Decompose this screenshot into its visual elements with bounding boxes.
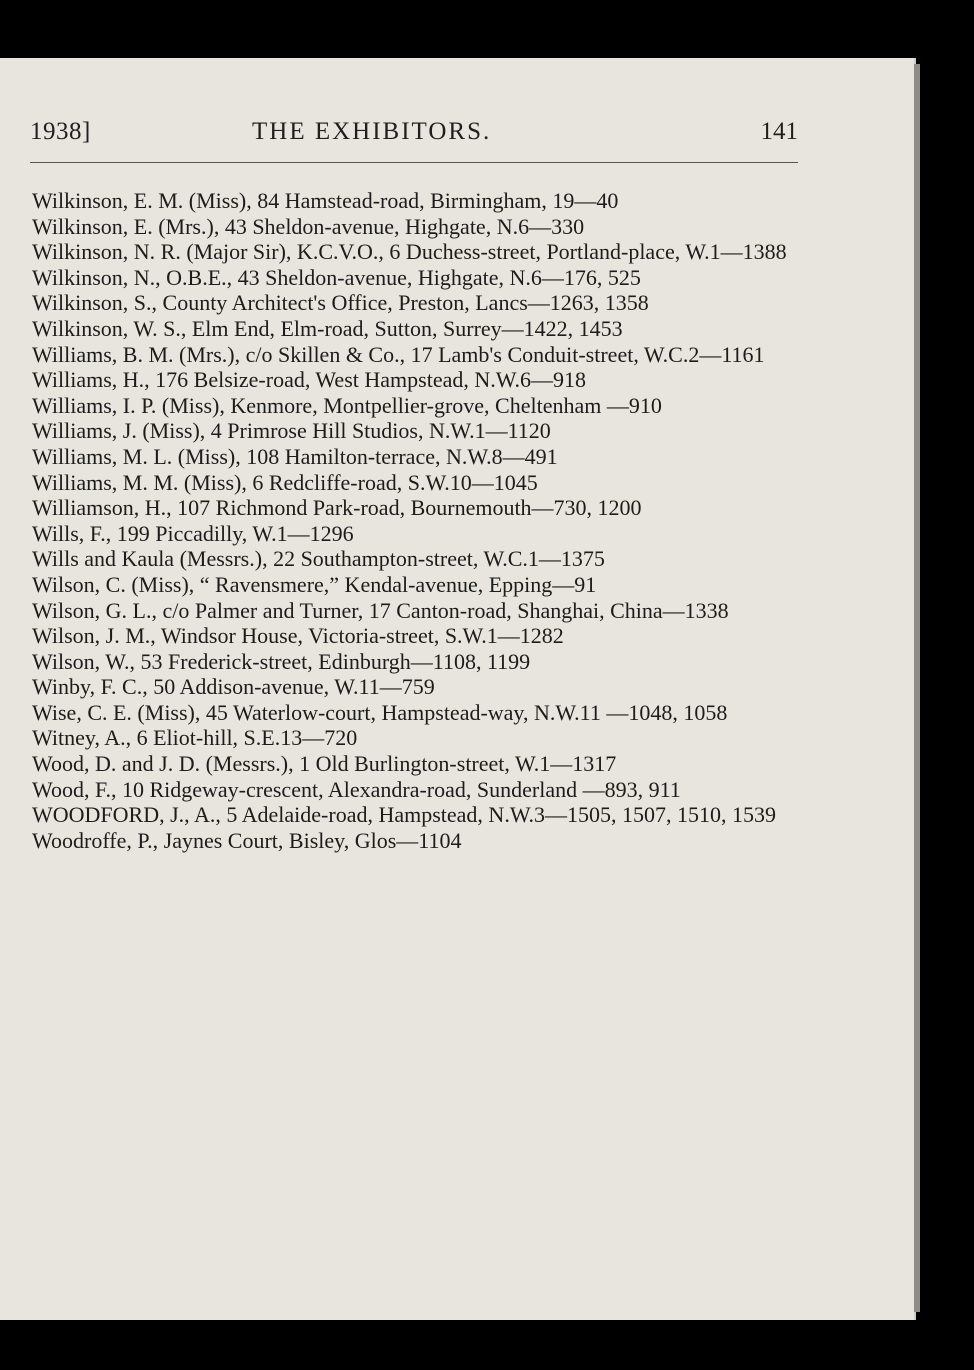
exhibitor-list xyxy=(32,188,802,853)
header-rule xyxy=(30,162,798,163)
exhibitor-entry: Williams, H., 176 Belsize-road, West Hampstead, N.W.6—918 xyxy=(32,367,586,393)
exhibitor-entry: Wise, C. E. (Miss), 45 Waterlow-court, Hampstead-way, N.W.11 —1048, 1058 xyxy=(32,699,728,725)
exhibitor-entry: Williams, J. (Miss), 4 Primrose Hill Studios, N.W.1—1120 xyxy=(32,418,551,444)
exhibitor-entry: Williams, B. M. (Mrs.), c/o Skillen & Co., 17 Lamb's Conduit-street, W.C.2—1161 xyxy=(32,341,765,367)
exhibitor-entry: Williams, I. P. (Miss), Kenmore, Montpellier-grove, Cheltenham —910 xyxy=(32,392,662,418)
exhibitor-entry: Wills, F., 199 Piccadilly, W.1—1296 xyxy=(32,520,354,546)
exhibitor-entry: Wilkinson, S., County Architect's Office, Preston, Lancs—1263, 1358 xyxy=(32,290,649,316)
exhibitor-entry: WOODFORD, J., A., 5 Adelaide-road, Hampstead, N.W.3—1505, 1507, 1510, 1539 xyxy=(32,802,777,828)
exhibitor-entry: Wilkinson, N. R. (Major Sir), K.C.V.O., 6 Duchess-street, Portland-place, W.1—1388 xyxy=(32,239,787,265)
page-number: 141 xyxy=(760,118,798,145)
exhibitor-entry: Wood, D. and J. D. (Messrs.), 1 Old Burlington-street, W.1—1317 xyxy=(32,751,617,777)
exhibitor-entry: Wilson, W., 53 Frederick-street, Edinburgh—1108, 1199 xyxy=(32,648,531,674)
exhibitor-entry: Winby, F. C., 50 Addison-avenue, W.11—759 xyxy=(32,674,435,700)
exhibitor-entry: Wood, F., 10 Ridgeway-crescent, Alexandra-road, Sunderland —893, 911 xyxy=(32,776,681,802)
exhibitor-entry: Williams, M. M. (Miss), 6 Redcliffe-road, S.W.10—1045 xyxy=(32,469,538,495)
exhibitor-entry: Williams, M. L. (Miss), 108 Hamilton-terrace, N.W.8—491 xyxy=(32,443,558,469)
header-year: 1938] xyxy=(30,118,91,145)
exhibitor-entry: Wilkinson, N., O.B.E., 43 Sheldon-avenue, Highgate, N.6—176, 525 xyxy=(32,264,641,290)
exhibitor-entry: Wilson, J. M., Windsor House, Victoria-street, S.W.1—1282 xyxy=(32,623,564,649)
header-title: THE EXHIBITORS. xyxy=(252,118,492,145)
exhibitor-entry: Williamson, H., 107 Richmond Park-road, Bournemouth—730, 1200 xyxy=(32,495,642,521)
exhibitor-entry: Woodroffe, P., Jaynes Court, Bisley, Glos—1104 xyxy=(32,827,462,853)
running-header xyxy=(30,118,800,150)
exhibitor-entry: Wills and Kaula (Messrs.), 22 Southampton-street, W.C.1—1375 xyxy=(32,546,605,572)
exhibitor-entry: Wilson, G. L., c/o Palmer and Turner, 17 Canton-road, Shanghai, China—1338 xyxy=(32,597,729,623)
exhibitor-entry: Wilkinson, W. S., Elm End, Elm-road, Sutton, Surrey—1422, 1453 xyxy=(32,315,623,341)
exhibitor-entry: Witney, A., 6 Eliot-hill, S.E.13—720 xyxy=(32,725,358,751)
exhibitor-entry: Wilkinson, E. (Mrs.), 43 Sheldon-avenue, Highgate, N.6—330 xyxy=(32,213,585,239)
exhibitor-entry: Wilson, C. (Miss), “ Ravensmere,” Kendal-avenue, Epping—91 xyxy=(32,571,597,597)
exhibitor-entry: Wilkinson, E. M. (Miss), 84 Hamstead-road, Birmingham, 19—40 xyxy=(32,188,619,213)
page-edge xyxy=(914,64,920,1312)
